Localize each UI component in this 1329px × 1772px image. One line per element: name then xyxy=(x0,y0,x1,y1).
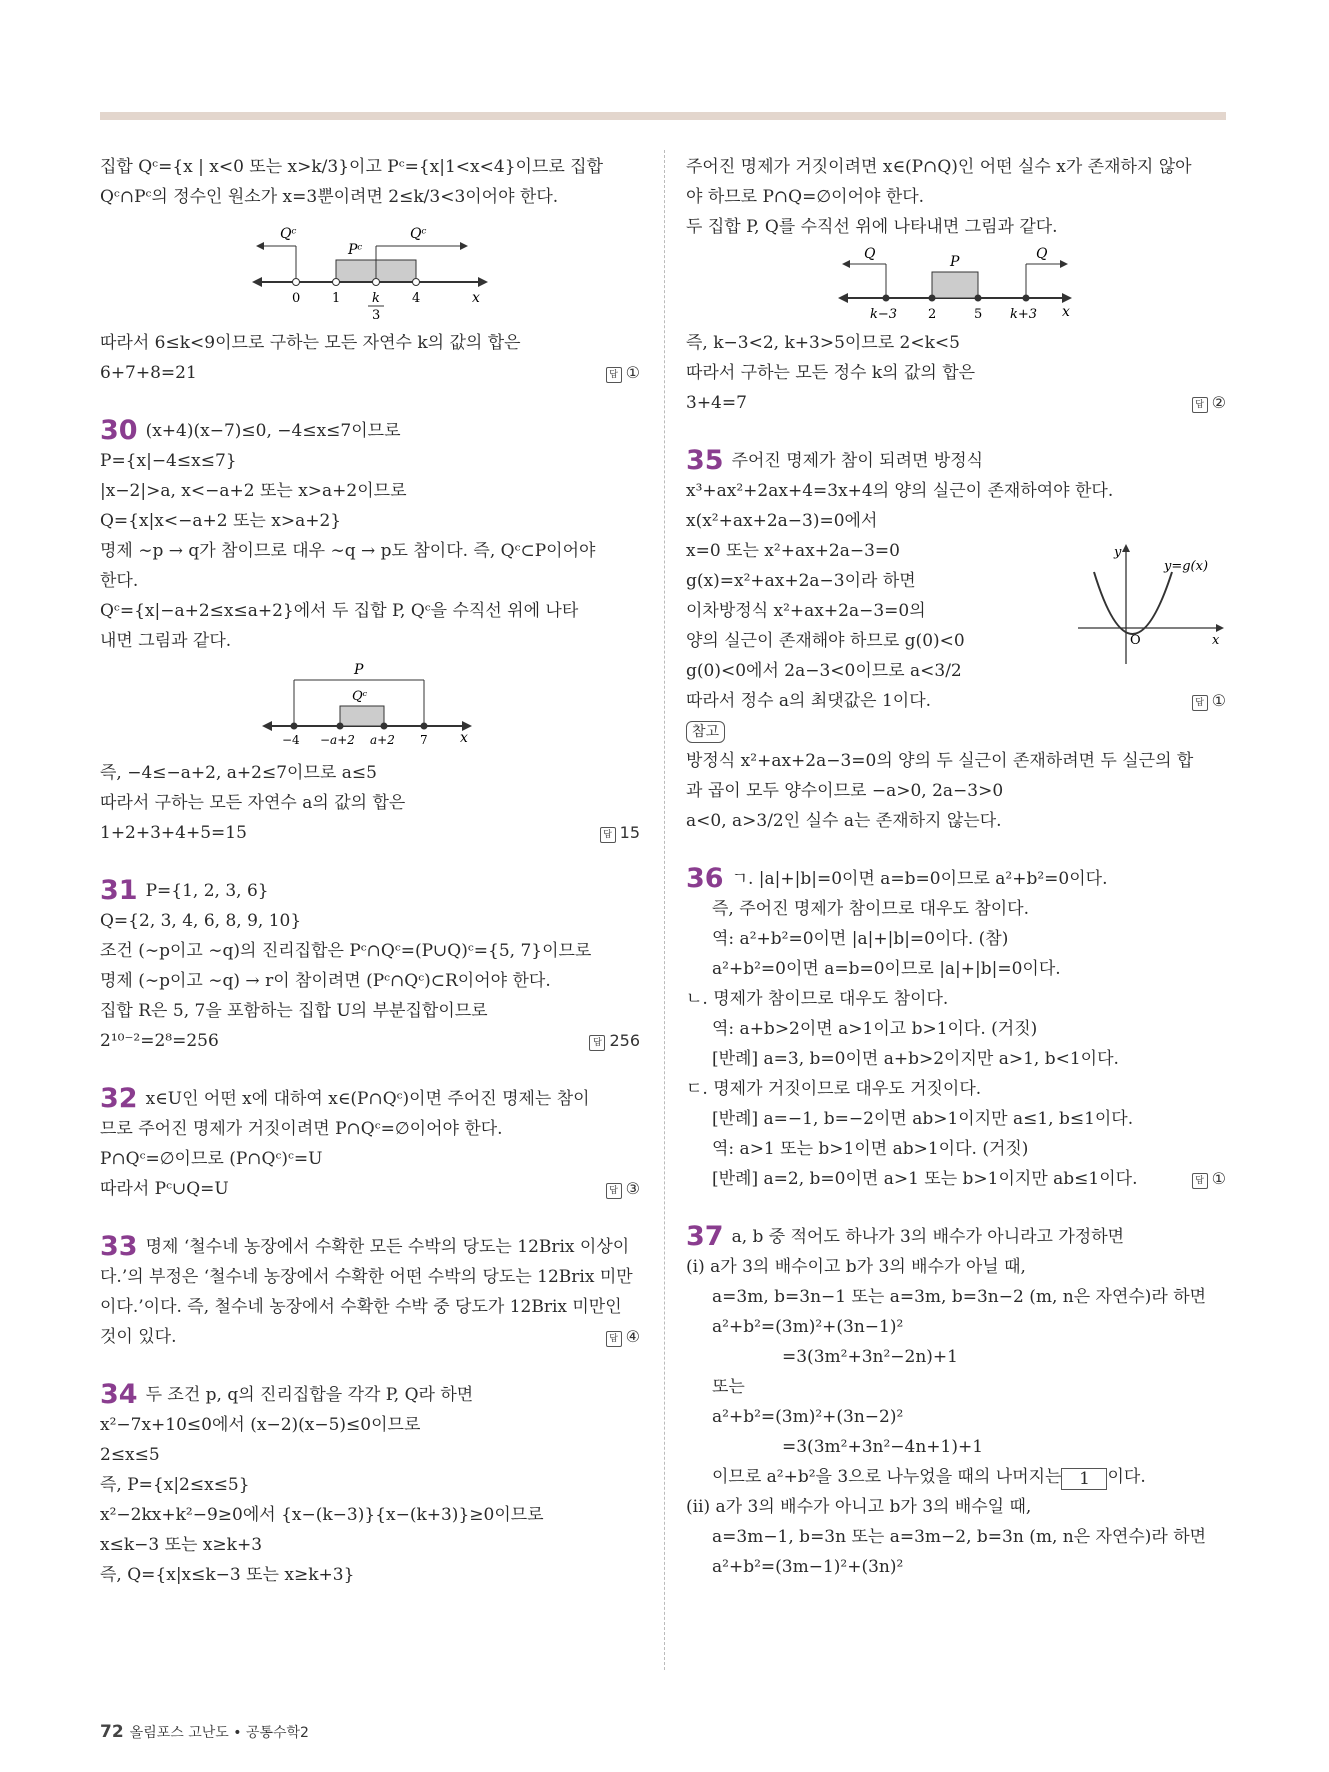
text-line: x²−7x+10≤0에서 (x−2)(x−5)≤0이므로 xyxy=(100,1415,421,1435)
fig2-label: P xyxy=(354,662,364,678)
fig1-label: 4 xyxy=(412,291,421,306)
problem-number: 36 xyxy=(686,863,724,894)
text-line: 즉, Q={x|x≤k−3 또는 x≥k+3} xyxy=(100,1565,355,1585)
text-line: 역: a>1 또는 b>1이면 ab>1이다. (거짓) xyxy=(712,1139,1029,1159)
fig1-label: 1 xyxy=(332,291,341,306)
note-block xyxy=(686,716,1226,836)
text-line: a²+b²=(3m)²+(3n−2)² xyxy=(712,1407,904,1427)
graph-label: O xyxy=(1130,633,1141,648)
fig2-label: Qᶜ xyxy=(352,689,368,704)
text-span: P={1, 2, 3, 6} xyxy=(145,881,269,901)
answer-value: ③ xyxy=(625,1179,640,1198)
top-bar xyxy=(100,112,1226,120)
solution-34-cont xyxy=(686,152,1226,242)
graph-label: y=g(x) xyxy=(1164,559,1209,574)
problem-number: 35 xyxy=(686,445,724,476)
right-column xyxy=(686,152,1226,1582)
text-line: 2≤x≤5 xyxy=(100,1445,160,1465)
text-line xyxy=(686,1164,1226,1194)
text-line xyxy=(100,1232,640,1262)
fig1-label: x xyxy=(472,290,480,306)
answer-value: ② xyxy=(1211,393,1226,412)
text-span: ㄱ. |a|+|b|=0이면 a=b=0이므로 a²+b²=0이다. xyxy=(731,869,1108,889)
text-span: 따라서 Pᶜ∪Q=U xyxy=(100,1179,229,1199)
text-line xyxy=(100,1084,640,1114)
fig3-label: x xyxy=(1062,304,1070,320)
answer-mark: 답 xyxy=(1192,1173,1208,1189)
fig3-label: k+3 xyxy=(1010,307,1038,322)
answer-value: ① xyxy=(625,363,640,382)
text-line: Q={x|x<−a+2 또는 x>a+2} xyxy=(100,511,342,531)
solution-29-result xyxy=(100,328,640,388)
fig2-label: x xyxy=(460,730,468,746)
text-line: 명제 ∼p → q가 참이므로 대우 ∼q → p도 참이다. 즉, Qᶜ⊂P이어야 xyxy=(100,541,596,561)
answer-badge xyxy=(606,1322,640,1352)
fig1-label: Pᶜ xyxy=(348,242,363,258)
text-span: 따라서 정수 a의 최댓값은 1이다. xyxy=(686,691,932,711)
answer-mark: 답 xyxy=(589,1035,605,1051)
answer-badge xyxy=(1192,388,1226,418)
text-line: a=3m, b=3n−1 또는 a=3m, b=3n−2 (m, n은 자연수)라 하면 xyxy=(712,1287,1207,1307)
fig3-label: Q xyxy=(864,246,876,262)
text-line: a²+b²=(3m−1)²+(3n)² xyxy=(712,1557,904,1577)
text-span: 2¹⁰⁻²=2⁸=256 xyxy=(100,1031,219,1051)
answer-mark: 답 xyxy=(1192,397,1208,413)
text-line xyxy=(686,1222,1226,1252)
text-line: ㄴ. 명제가 참이므로 대우도 참이다. xyxy=(686,989,949,1009)
parabola-graph xyxy=(1076,536,1226,666)
text-line: x(x²+ax+2a−3)=0에서 xyxy=(686,511,878,531)
text-line: a²+b²=0이면 a=b=0이므로 |a|+|b|=0이다. xyxy=(712,959,1061,979)
text-line: 한다. xyxy=(100,571,139,591)
fig1-label: Qᶜ xyxy=(280,226,297,242)
text-line: 즉, −4≤−a+2, a+2≤7이므로 a≤5 xyxy=(100,763,377,783)
number-line-figure-2 xyxy=(260,660,480,752)
answer-value: ① xyxy=(1211,1169,1226,1188)
answer-badge xyxy=(600,818,640,848)
fig1-label: Qᶜ xyxy=(410,226,427,242)
text-line: [반례] a=−1, b=−2이면 ab>1이지만 a≤1, b≤1이다. xyxy=(712,1109,1134,1129)
text-line: 역: a²+b²=0이면 |a|+|b|=0이다. (참) xyxy=(712,929,1009,949)
page-number: 72 xyxy=(100,1722,124,1742)
text-line xyxy=(100,1026,640,1056)
text-line: ㄷ. 명제가 거짓이므로 대우도 거짓이다. xyxy=(686,1079,982,1099)
problem-number: 30 xyxy=(100,415,138,446)
text-line: 집합 R은 5, 7을 포함하는 집합 U의 부분집합이므로 xyxy=(100,1001,488,1021)
text-line: 즉, k−3<2, k+3>5이므로 2<k<5 xyxy=(686,333,960,353)
text-line xyxy=(100,1380,640,1410)
text-line xyxy=(686,388,1226,418)
text-line: (ⅰ) a가 3의 배수이고 b가 3의 배수가 아닐 때, xyxy=(686,1257,1026,1277)
fig1-label: 3 xyxy=(372,308,381,322)
answer-badge xyxy=(589,1026,640,1056)
book-title: 올림포스 고난도 • 공통수학2 xyxy=(129,1725,309,1741)
text-line: 방정식 x²+ax+2a−3=0의 양의 두 실근이 존재하려면 두 실근의 합 xyxy=(686,751,1194,771)
text-line: P={x|−4≤x≤7} xyxy=(100,451,237,471)
text-line: 조건 (∼p이고 ∼q)의 진리집합은 Pᶜ∩Qᶜ=(P∪Q)ᶜ={5, 7}이므로 xyxy=(100,941,592,961)
text-span: (x+4)(x−7)≤0, −4≤x≤7이므로 xyxy=(145,421,401,441)
answer-value: ④ xyxy=(625,1327,640,1346)
text-line: 따라서 구하는 모든 자연수 a의 값의 합은 xyxy=(100,793,406,813)
text-line: 주어진 명제가 거짓이려면 x∈(P∩Q)인 어떤 실수 x가 존재하지 않아 xyxy=(686,157,1192,177)
text-line: 다.’의 부정은 ‘철수네 농장에서 수확한 어떤 수박의 당도는 12Brix 미만 xyxy=(100,1267,633,1287)
answer-mark: 답 xyxy=(606,367,622,383)
text-line: 이차방정식 x²+ax+2a−3=0의 xyxy=(686,601,926,621)
answer-mark: 답 xyxy=(606,1183,622,1199)
text-line: g(x)=x²+ax+2a−3이라 하면 xyxy=(686,571,916,591)
text-line: 므로 주어진 명제가 거짓이려면 P∩Qᶜ=∅이어야 한다. xyxy=(100,1119,503,1139)
text-line: 또는 xyxy=(712,1377,745,1397)
text-line: x=0 또는 x²+ax+2a−3=0 xyxy=(686,541,900,561)
solution-30 xyxy=(100,416,640,656)
number-line-figure-3 xyxy=(836,246,1076,322)
answer-blank-box: 1 xyxy=(1061,1468,1107,1490)
fig2-label: −4 xyxy=(282,733,300,747)
text-line: 이다.’이다. 즉, 철수네 농장에서 수확한 수박 중 당도가 12Brix 미만인 xyxy=(100,1297,622,1317)
left-column xyxy=(100,152,640,1590)
text-line xyxy=(100,358,640,388)
fig3-label: Q xyxy=(1036,246,1048,262)
solution-34-result xyxy=(686,328,1226,418)
text-span: 명제 ‘철수네 농장에서 수확한 모든 수박의 당도는 12Brix 이상이 xyxy=(145,1237,630,1257)
solution-35 xyxy=(686,446,1226,716)
text-line: Q={2, 3, 4, 6, 8, 9, 10} xyxy=(100,911,302,931)
text-line xyxy=(686,1462,1226,1492)
text-line: 내면 그림과 같다. xyxy=(100,631,232,651)
text-line: P∩Qᶜ=∅이므로 (P∩Qᶜ)ᶜ=U xyxy=(100,1149,323,1169)
solution-32 xyxy=(100,1084,640,1204)
text-line: x³+ax²+2ax+4=3x+4의 양의 실근이 존재하여야 한다. xyxy=(686,481,1114,501)
text-line: =3(3m²+3n²−2n)+1 xyxy=(782,1347,958,1367)
text-line: 즉, P={x|2≤x≤5} xyxy=(100,1475,250,1495)
solution-37 xyxy=(686,1222,1226,1582)
page-footer xyxy=(100,1722,309,1742)
note-label: 참고 xyxy=(686,721,725,743)
problem-number: 32 xyxy=(100,1083,138,1114)
answer-badge xyxy=(606,1174,640,1204)
problem-number: 34 xyxy=(100,1379,138,1410)
text-line: 과 곱이 모두 양수이므로 −a>0, 2a−3>0 xyxy=(686,781,1004,801)
problem-number: 31 xyxy=(100,875,138,906)
solution-29-cont xyxy=(100,152,640,212)
text-span: 두 조건 p, q의 진리집합을 각각 P, Q라 하면 xyxy=(145,1385,474,1405)
fig1-label: 0 xyxy=(292,291,301,306)
text-span: 이다. xyxy=(1107,1467,1146,1487)
answer-value: 256 xyxy=(609,1031,640,1050)
fig2-label: 7 xyxy=(420,733,428,747)
answer-mark: 답 xyxy=(600,827,616,843)
problem-number: 37 xyxy=(686,1221,724,1252)
text-line: =3(3m²+3n²−4n+1)+1 xyxy=(782,1437,984,1457)
text-line: g(0)<0에서 2a−3<0이므로 a<3/2 xyxy=(686,661,962,681)
text-line: a<0, a>3/2인 실수 a는 존재하지 않는다. xyxy=(686,811,1002,831)
text-span: a, b 중 적어도 하나가 3의 배수가 아니라고 가정하면 xyxy=(731,1227,1125,1247)
text-line: a=3m−1, b=3n 또는 a=3m−2, b=3n (m, n은 자연수)라 하면 xyxy=(712,1527,1207,1547)
fig3-label: 2 xyxy=(928,307,937,322)
text-span: 주어진 명제가 참이 되려면 방정식 xyxy=(731,451,984,471)
fig3-label: P xyxy=(950,254,960,270)
text-span: 것이 있다. xyxy=(100,1327,177,1347)
fig2-label: a+2 xyxy=(370,733,395,747)
text-line: 따라서 구하는 모든 정수 k의 값의 합은 xyxy=(686,363,976,383)
fig1-label: k xyxy=(372,291,380,306)
text-span: 3+4=7 xyxy=(686,393,747,413)
answer-badge xyxy=(1192,1164,1226,1194)
text-span: 6+7+8=21 xyxy=(100,363,197,383)
answer-badge xyxy=(1192,686,1226,716)
text-line: x²−2kx+k²−9≥0에서 {x−(k−3)}{x−(k+3)}≥0이므로 xyxy=(100,1505,544,1525)
text-line: [반례] a=3, b=0이면 a+b>2이지만 a>1, b<1이다. xyxy=(712,1049,1119,1069)
text-span: 이므로 a²+b²을 3으로 나누었을 때의 나머지는 xyxy=(712,1467,1062,1487)
graph-label: x xyxy=(1212,633,1220,648)
text-line: |x−2|>a, x<−a+2 또는 x>a+2이므로 xyxy=(100,481,407,501)
answer-mark: 답 xyxy=(1192,695,1208,711)
text-span: x∈U인 어떤 x에 대하여 x∈(P∩Qᶜ)이면 주어진 명제는 참이 xyxy=(145,1089,590,1109)
text-line: x≤k−3 또는 x≥k+3 xyxy=(100,1535,263,1555)
answer-badge xyxy=(606,358,640,388)
text-line xyxy=(686,864,1226,894)
solution-31 xyxy=(100,876,640,1056)
fig3-label: 5 xyxy=(974,307,983,322)
text-line: 야 하므로 P∩Q=∅이어야 한다. xyxy=(686,187,925,207)
text-span: [반례] a=2, b=0이면 a>1 또는 b>1이지만 ab≤1이다. xyxy=(712,1169,1138,1189)
text-line: Qᶜ∩Pᶜ의 정수인 원소가 x=3뿐이려면 2≤k/3<3이어야 한다. xyxy=(100,187,559,207)
solution-36 xyxy=(686,864,1226,1194)
solution-33 xyxy=(100,1232,640,1352)
text-line: 따라서 6≤k<9이므로 구하는 모든 자연수 k의 값의 합은 xyxy=(100,333,521,353)
text-line: a²+b²=(3m)²+(3n−1)² xyxy=(712,1317,904,1337)
text-line xyxy=(686,716,1226,746)
text-line: 역: a+b>2이면 a>1이고 b>1이다. (거짓) xyxy=(712,1019,1038,1039)
text-line: Qᶜ={x|−a+2≤x≤a+2}에서 두 집합 P, Qᶜ을 수직선 위에 나타 xyxy=(100,601,579,621)
text-line xyxy=(100,1322,640,1352)
fig2-label: −a+2 xyxy=(320,733,355,747)
text-line xyxy=(686,686,1226,716)
text-line xyxy=(100,1174,640,1204)
solution-30-result xyxy=(100,758,640,848)
answer-value: 15 xyxy=(619,823,640,842)
graph-label: y xyxy=(1114,545,1122,560)
problem-number: 33 xyxy=(100,1231,138,1262)
text-line: (ⅱ) a가 3의 배수가 아니고 b가 3의 배수일 때, xyxy=(686,1497,1032,1517)
text-line: 명제 (∼p이고 ∼q) → r이 참이려면 (Pᶜ∩Qᶜ)⊂R이어야 한다. xyxy=(100,971,551,991)
column-divider xyxy=(664,150,665,1670)
text-line xyxy=(686,446,1226,476)
text-line xyxy=(100,416,640,446)
text-line: 즉, 주어진 명제가 참이므로 대우도 참이다. xyxy=(712,899,1030,919)
text-line xyxy=(100,876,640,906)
text-span: 1+2+3+4+5=15 xyxy=(100,823,247,843)
text-line: 양의 실근이 존재해야 하므로 g(0)<0 xyxy=(686,631,965,651)
answer-mark: 답 xyxy=(606,1331,622,1347)
answer-value: ① xyxy=(1211,691,1226,710)
fig3-label: k−3 xyxy=(870,307,898,322)
number-line-figure-1 xyxy=(250,216,490,322)
solution-34 xyxy=(100,1380,640,1590)
text-line: 두 집합 P, Q를 수직선 위에 나타내면 그림과 같다. xyxy=(686,217,1058,237)
text-line xyxy=(100,818,640,848)
text-line: 집합 Qᶜ={x | x<0 또는 x>k/3}이고 Pᶜ={x|1<x<4}이므로 집합 xyxy=(100,157,604,177)
